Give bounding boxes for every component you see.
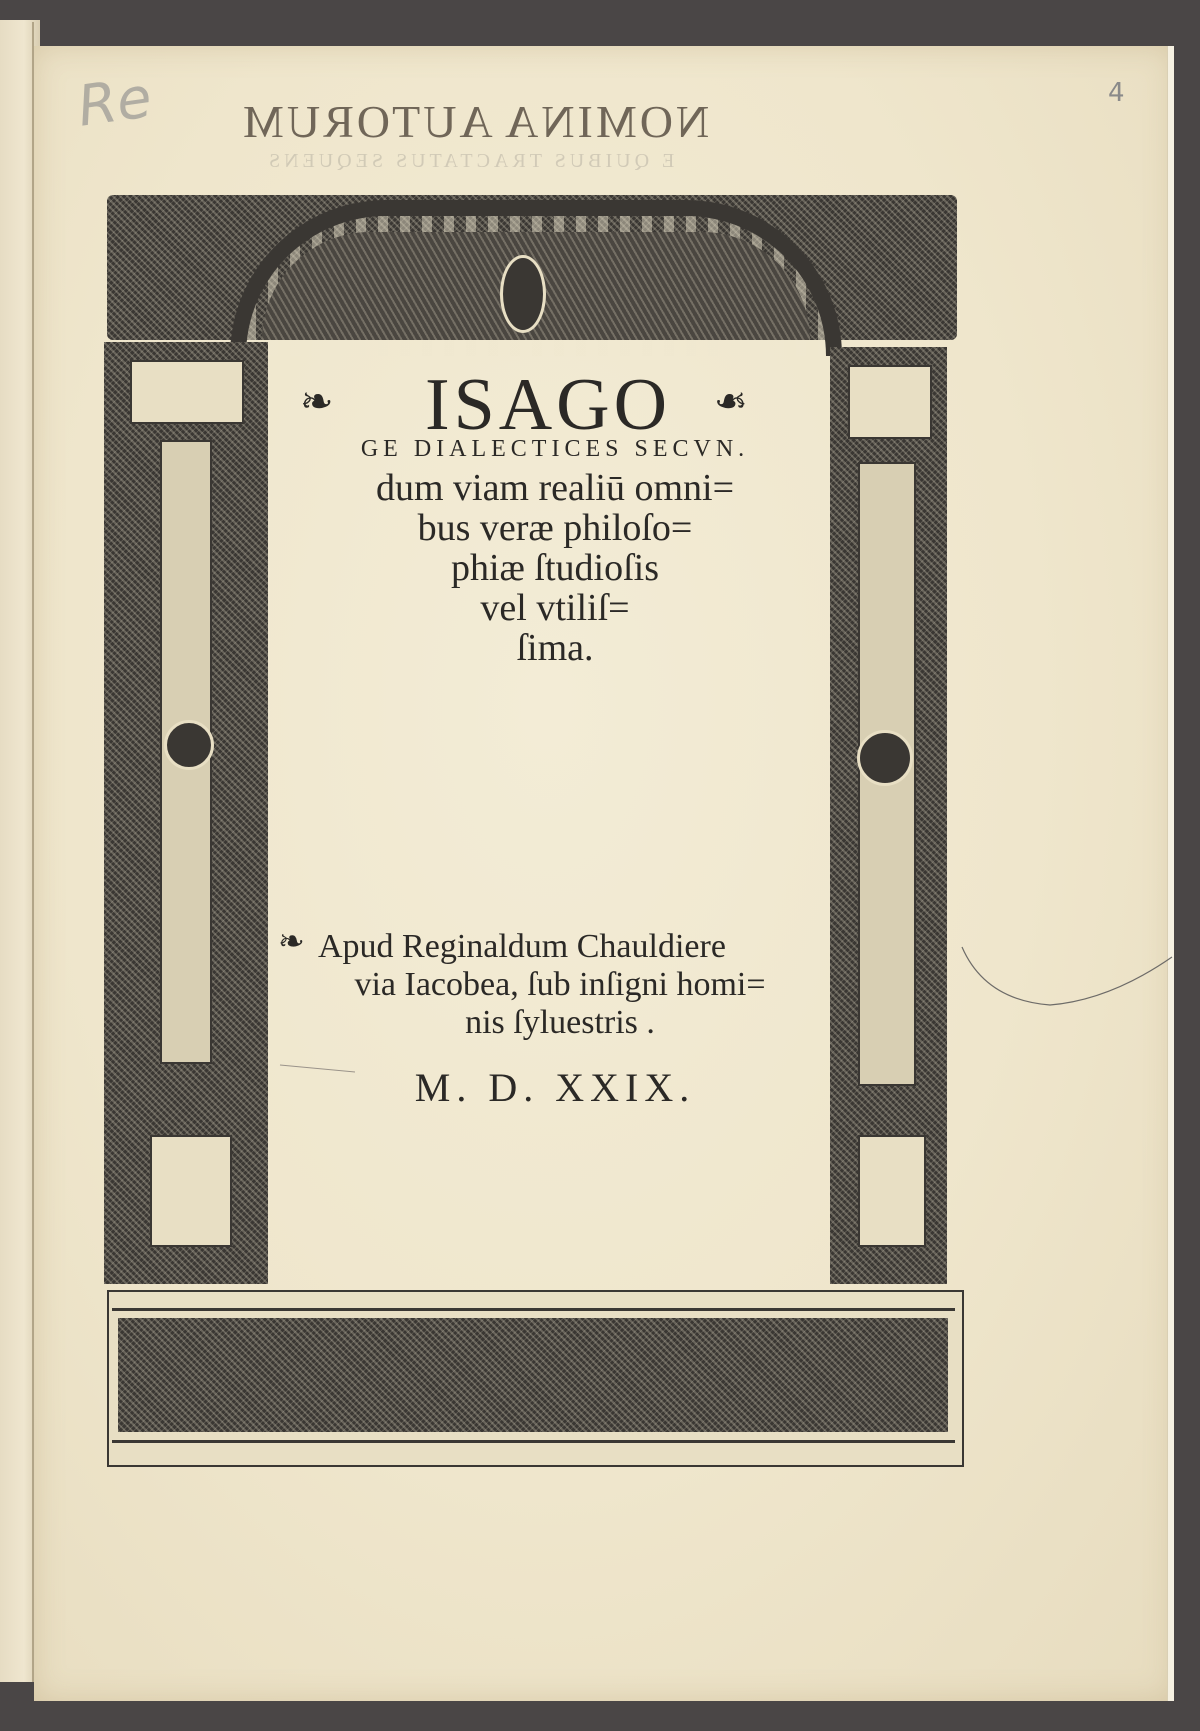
title-dialectices: GE DIALECTICES SECVN. <box>360 436 750 462</box>
show-through-heading: NOMINA AUTORUM <box>240 96 710 147</box>
subtitle-line-5: ſima. <box>516 627 594 669</box>
imprint-line-1: Apud Reginaldum Chauldiere <box>318 928 726 965</box>
imprint-line-3: nis ſyluestris . <box>465 1004 655 1041</box>
imprint-line-2: via Iacobea, ſub inſigni homi= <box>354 966 766 1003</box>
subtitle-line-2: bus veræ philoſo= <box>417 507 693 549</box>
show-through-subheading: E QUIBUS TRACTATUS SEQUENS <box>265 150 675 172</box>
imprint-date: M. D. XXIX. <box>414 1065 696 1110</box>
subtitle-line-1: dum viam realiū omni= <box>375 467 735 509</box>
title-isago: ISAGO <box>424 364 672 446</box>
fleuron-left-icon: ❧ <box>300 379 334 424</box>
folio-number: 4 <box>1108 78 1125 108</box>
marginal-pencil-note: Re <box>73 65 156 140</box>
fleuron-imprint-icon: ❧ <box>278 923 305 959</box>
subtitle-line-4: vel vtiliſ= <box>480 587 630 629</box>
subtitle-line-3: phiæ ſtudioſis <box>451 547 659 589</box>
fleuron-right-icon: ❧ <box>714 379 748 424</box>
